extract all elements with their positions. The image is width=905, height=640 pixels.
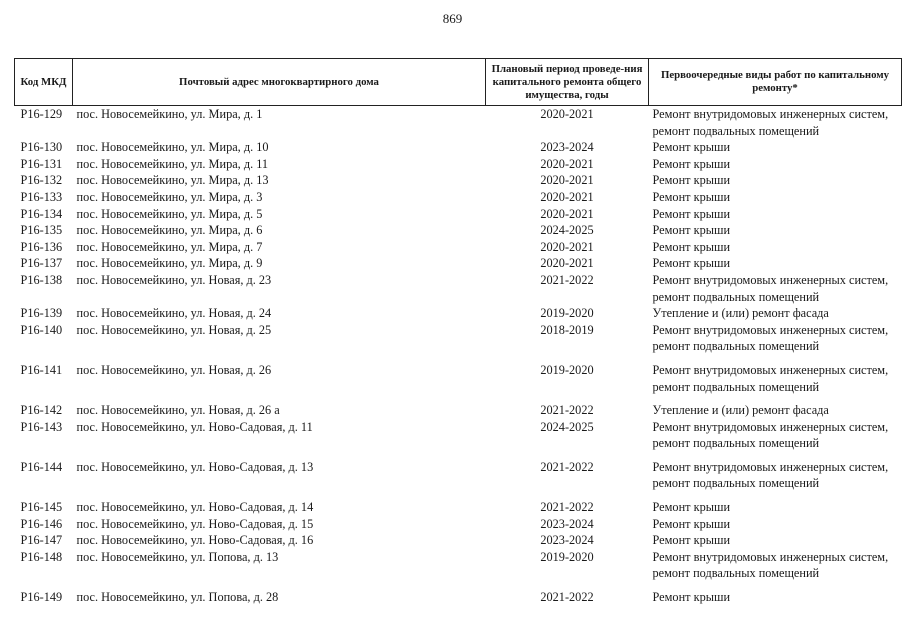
cell-works: Ремонт крыши bbox=[652, 239, 731, 254]
header-period: Плановый период проведе-ния капитального ремонта общего имущества, годы bbox=[486, 59, 649, 106]
repair-plan-table bbox=[14, 58, 902, 606]
cell-address: пос. Новосемейкино, ул. Ново-Садовая, д. 14 bbox=[76, 500, 314, 515]
table-row bbox=[15, 255, 902, 272]
cell-period: 2021-2022 bbox=[540, 272, 594, 287]
cell-address: пос. Новосемейкино, ул. Новая, д. 24 bbox=[76, 306, 272, 321]
cell-period: 2020-2021 bbox=[540, 107, 594, 121]
cell-address: пос. Новосемейкино, ул. Мира, д. 11 bbox=[76, 156, 269, 171]
header-row bbox=[15, 59, 902, 106]
table-header bbox=[15, 59, 902, 106]
cell-code: P16-135 bbox=[20, 223, 63, 238]
cell-works: Ремонт крыши bbox=[652, 206, 731, 221]
table-row bbox=[15, 156, 902, 173]
cell-works: Ремонт крыши bbox=[652, 223, 731, 238]
cell-code: P16-148 bbox=[20, 549, 63, 564]
table-row bbox=[15, 272, 902, 305]
cell-period: 2019-2020 bbox=[540, 549, 594, 564]
header-code: Код МКД bbox=[15, 59, 73, 106]
table-row bbox=[15, 322, 902, 355]
cell-works: Ремонт крыши bbox=[652, 140, 731, 155]
repair-plan-table-wrapper bbox=[14, 58, 901, 606]
table-row bbox=[15, 172, 902, 189]
row-spacer bbox=[15, 452, 902, 459]
cell-period: 2021-2022 bbox=[540, 590, 594, 605]
row-spacer bbox=[15, 355, 902, 362]
row-spacer bbox=[15, 492, 902, 499]
cell-period: 2019-2020 bbox=[540, 306, 594, 321]
cell-works: Ремонт внутридомовых инженерных систем, ремонт подвальных помещений bbox=[652, 549, 889, 581]
cell-code: P16-138 bbox=[20, 272, 63, 287]
cell-code: P16-133 bbox=[20, 189, 63, 204]
cell-works: Ремонт крыши bbox=[652, 533, 731, 548]
cell-address: пос. Новосемейкино, ул. Мира, д. 10 bbox=[76, 140, 269, 155]
cell-period: 2024-2025 bbox=[540, 223, 594, 238]
cell-code: P16-141 bbox=[20, 362, 63, 377]
cell-address: пос. Новосемейкино, ул. Ново-Садовая, д. 15 bbox=[76, 516, 314, 531]
cell-code: P16-142 bbox=[20, 403, 63, 418]
cell-code: P16-144 bbox=[20, 459, 63, 474]
cell-period: 2020-2021 bbox=[540, 256, 594, 271]
table-row bbox=[15, 189, 902, 206]
table-row bbox=[15, 362, 902, 395]
cell-code: P16-129 bbox=[20, 107, 63, 121]
table-row bbox=[15, 222, 902, 239]
cell-period: 2024-2025 bbox=[540, 419, 594, 434]
row-spacer bbox=[15, 582, 902, 589]
cell-address: пос. Новосемейкино, ул. Мира, д. 1 bbox=[76, 107, 263, 121]
cell-address: пос. Новосемейкино, ул. Новая, д. 26 bbox=[76, 362, 272, 377]
cell-code: P16-140 bbox=[20, 322, 63, 337]
table-row bbox=[15, 239, 902, 256]
cell-address: пос. Новосемейкино, ул. Мира, д. 6 bbox=[76, 223, 263, 238]
cell-code: P16-147 bbox=[20, 533, 63, 548]
table-row bbox=[15, 532, 902, 549]
cell-code: P16-136 bbox=[20, 239, 63, 254]
table-row bbox=[15, 516, 902, 533]
cell-code: P16-149 bbox=[20, 590, 63, 605]
cell-address: пос. Новосемейкино, ул. Новая, д. 23 bbox=[76, 272, 272, 287]
cell-code: P16-132 bbox=[20, 173, 63, 188]
cell-period: 2020-2021 bbox=[540, 206, 594, 221]
cell-address: пос. Новосемейкино, ул. Новая, д. 25 bbox=[76, 322, 272, 337]
cell-period: 2019-2020 bbox=[540, 362, 594, 377]
cell-address: пос. Новосемейкино, ул. Новая, д. 26 а bbox=[76, 403, 280, 418]
table-row bbox=[15, 459, 902, 492]
cell-works: Утепление и (или) ремонт фасада bbox=[652, 306, 829, 321]
cell-works: Ремонт крыши bbox=[652, 173, 731, 188]
cell-works: Ремонт крыши bbox=[652, 256, 731, 271]
table-row bbox=[15, 402, 902, 419]
cell-code: P16-143 bbox=[20, 419, 63, 434]
cell-code: P16-146 bbox=[20, 516, 63, 531]
table-row bbox=[15, 139, 902, 156]
header-works: Первоочередные виды работ по капитальному ремонту* bbox=[649, 59, 902, 106]
cell-address: пос. Новосемейкино, ул. Ново-Садовая, д. 11 bbox=[76, 419, 313, 434]
cell-code: P16-130 bbox=[20, 140, 63, 155]
cell-works: Ремонт внутридомовых инженерных систем, ремонт подвальных помещений bbox=[652, 459, 889, 491]
cell-address: пос. Новосемейкино, ул. Мира, д. 13 bbox=[76, 173, 269, 188]
table-row bbox=[15, 305, 902, 322]
table-row bbox=[15, 106, 902, 140]
table-row bbox=[15, 589, 902, 606]
cell-address: пос. Новосемейкино, ул. Мира, д. 5 bbox=[76, 206, 263, 221]
cell-address: пос. Новосемейкино, ул. Ново-Садовая, д. 16 bbox=[76, 533, 314, 548]
page-number: 869 bbox=[442, 11, 463, 26]
cell-works: Ремонт внутридомовых инженерных систем, ремонт подвальных помещений bbox=[652, 419, 889, 451]
cell-code: P16-145 bbox=[20, 500, 63, 515]
cell-period: 2023-2024 bbox=[540, 140, 594, 155]
cell-address: пос. Новосемейкино, ул. Мира, д. 3 bbox=[76, 189, 263, 204]
cell-works: Ремонт крыши bbox=[652, 500, 731, 515]
cell-address: пос. Новосемейкино, ул. Мира, д. 9 bbox=[76, 256, 263, 271]
cell-period: 2018-2019 bbox=[540, 322, 594, 337]
cell-works: Ремонт крыши bbox=[652, 516, 731, 531]
row-spacer bbox=[15, 395, 902, 402]
cell-code: P16-137 bbox=[20, 256, 63, 271]
table-row bbox=[15, 499, 902, 516]
cell-period: 2021-2022 bbox=[540, 459, 594, 474]
table-row bbox=[15, 549, 902, 582]
cell-works: Ремонт внутридомовых инженерных систем, ремонт подвальных помещений bbox=[652, 107, 889, 138]
table-body bbox=[15, 106, 902, 606]
cell-period: 2020-2021 bbox=[540, 239, 594, 254]
cell-code: P16-134 bbox=[20, 206, 63, 221]
cell-works: Ремонт крыши bbox=[652, 156, 731, 171]
cell-works: Ремонт внутридомовых инженерных систем, ремонт подвальных помещений bbox=[652, 272, 889, 304]
cell-period: 2020-2021 bbox=[540, 189, 594, 204]
cell-works: Ремонт внутридомовых инженерных систем, ремонт подвальных помещений bbox=[652, 362, 889, 394]
cell-period: 2021-2022 bbox=[540, 403, 594, 418]
cell-period: 2023-2024 bbox=[540, 533, 594, 548]
cell-address: пос. Новосемейкино, ул. Ново-Садовая, д. 13 bbox=[76, 459, 314, 474]
cell-address: пос. Новосемейкино, ул. Мира, д. 7 bbox=[76, 239, 263, 254]
cell-works: Утепление и (или) ремонт фасада bbox=[652, 403, 829, 418]
table-row bbox=[15, 206, 902, 223]
cell-address: пос. Новосемейкино, ул. Попова, д. 28 bbox=[76, 590, 279, 605]
cell-period: 2021-2022 bbox=[540, 500, 594, 515]
cell-code: P16-139 bbox=[20, 306, 63, 321]
cell-works: Ремонт крыши bbox=[652, 590, 731, 605]
cell-period: 2020-2021 bbox=[540, 156, 594, 171]
header-address: Почтовый адрес многоквартирного дома bbox=[73, 59, 486, 106]
cell-code: P16-131 bbox=[20, 156, 63, 171]
cell-period: 2023-2024 bbox=[540, 516, 594, 531]
cell-period: 2020-2021 bbox=[540, 173, 594, 188]
cell-works: Ремонт крыши bbox=[652, 189, 731, 204]
table-row bbox=[15, 419, 902, 452]
cell-address: пос. Новосемейкино, ул. Попова, д. 13 bbox=[76, 549, 279, 564]
cell-works: Ремонт внутридомовых инженерных систем, ремонт подвальных помещений bbox=[652, 322, 889, 354]
